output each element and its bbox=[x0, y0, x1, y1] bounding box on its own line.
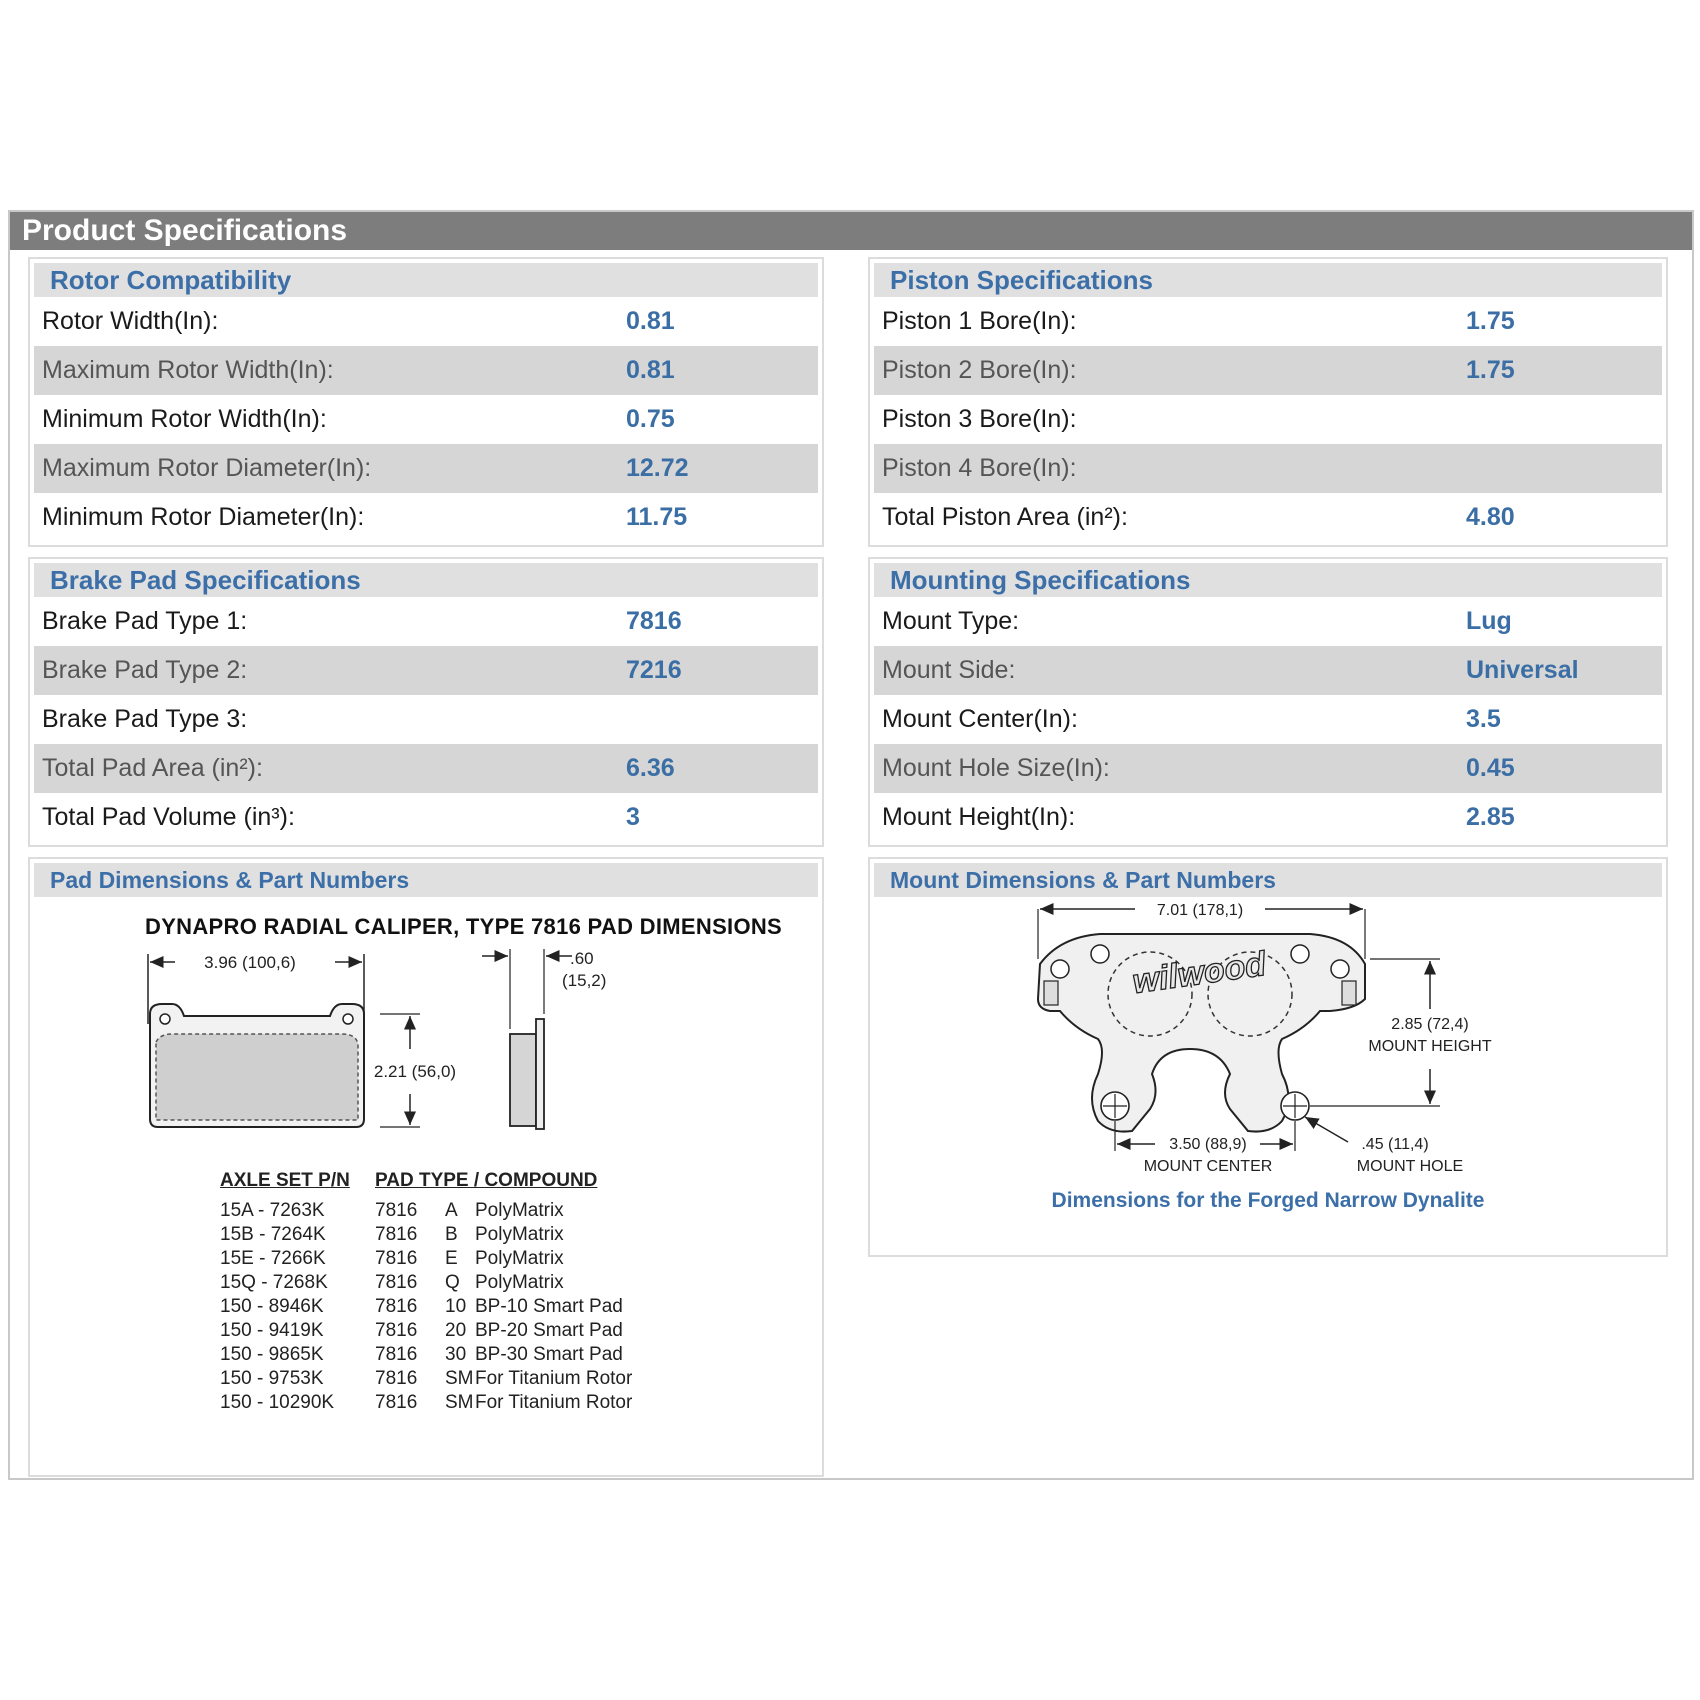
spec-row bbox=[34, 346, 818, 395]
spec-row bbox=[874, 493, 1662, 542]
axle-set: 15Q - 7268K bbox=[220, 1272, 328, 1293]
section-heading: Pad Dimensions & Part Numbers bbox=[34, 863, 818, 897]
mount-diagram-caption: Dimensions for the Forged Narrow Dynalite bbox=[1051, 1189, 1485, 1212]
spec-row bbox=[874, 597, 1662, 646]
pad-thickness-metric-label: (15,2) bbox=[562, 971, 607, 990]
pad-dimension-drawing bbox=[120, 944, 607, 1154]
spec-row bbox=[874, 346, 1662, 395]
pad-type: 7816 bbox=[375, 1296, 418, 1317]
mounting-specifications-section bbox=[868, 557, 1668, 847]
axle-set: 150 - 8946K bbox=[220, 1296, 324, 1317]
table-row bbox=[220, 1199, 650, 1223]
part-number-table bbox=[220, 1169, 650, 1415]
spec-value: 1.75 bbox=[1466, 307, 1515, 335]
spec-row bbox=[874, 297, 1662, 346]
spec-row bbox=[34, 297, 818, 346]
axle-set: 150 - 9419K bbox=[220, 1320, 324, 1341]
spec-label: Mount Type: bbox=[882, 607, 1020, 635]
table-row bbox=[220, 1319, 650, 1343]
axle-set: 150 - 9865K bbox=[220, 1344, 324, 1365]
spec-label: Piston 3 Bore(In): bbox=[882, 405, 1077, 433]
spec-label: Brake Pad Type 2: bbox=[42, 656, 248, 684]
spec-label: Mount Hole Size(In): bbox=[882, 754, 1110, 782]
spec-value: 0.75 bbox=[626, 405, 675, 433]
piston-specifications-section bbox=[868, 257, 1668, 547]
spec-label: Mount Side: bbox=[882, 656, 1016, 684]
spec-value: 7216 bbox=[626, 656, 682, 684]
section-heading: Piston Specifications bbox=[874, 263, 1662, 297]
spec-value: Lug bbox=[1466, 607, 1512, 635]
spec-value: 0.81 bbox=[626, 356, 675, 384]
mount-center-caption: MOUNT CENTER bbox=[1143, 1158, 1273, 1175]
pad-type: 7816 bbox=[375, 1248, 418, 1269]
spec-row bbox=[34, 597, 818, 646]
table-row bbox=[220, 1247, 650, 1271]
spec-row bbox=[874, 744, 1662, 793]
mount-hole-label: .45 (11,4) bbox=[1361, 1136, 1429, 1153]
spec-label: Maximum Rotor Diameter(In): bbox=[42, 454, 372, 482]
spec-label: Brake Pad Type 3: bbox=[42, 705, 248, 733]
spec-label: Mount Height(In): bbox=[882, 803, 1076, 831]
compound: BP-10 Smart Pad bbox=[475, 1296, 623, 1317]
compound-code: 20 bbox=[445, 1320, 467, 1341]
spec-label: Piston 1 Bore(In): bbox=[882, 307, 1077, 335]
column-header: AXLE SET P/N bbox=[220, 1170, 350, 1191]
pad-width-label: 3.96 (100,6) bbox=[204, 953, 296, 972]
spec-value: 7816 bbox=[626, 607, 682, 635]
table-row bbox=[220, 1295, 650, 1319]
pad-type: 7816 bbox=[375, 1344, 418, 1365]
mount-dimensions-section bbox=[868, 857, 1668, 1257]
spec-value: 12.72 bbox=[626, 454, 689, 482]
mount-hole-caption: MOUNT HOLE bbox=[1356, 1158, 1464, 1175]
pad-height-label: 2.21 (56,0) bbox=[373, 1062, 457, 1081]
compound: PolyMatrix bbox=[475, 1248, 564, 1269]
compound-code: 10 bbox=[445, 1296, 467, 1317]
spec-value: 1.75 bbox=[1466, 356, 1515, 384]
compound-code: B bbox=[445, 1224, 458, 1245]
brake-pad-specifications-section bbox=[28, 557, 824, 847]
pad-type: 7816 bbox=[375, 1272, 418, 1293]
section-heading: Mount Dimensions & Part Numbers bbox=[874, 863, 1662, 897]
panel-title: Product Specifications bbox=[10, 212, 1692, 250]
mount-height-label: 2.85 (72,4) bbox=[1391, 1016, 1469, 1033]
caliper-width-label: 7.01 (178,1) bbox=[1156, 902, 1244, 919]
pad-type: 7816 bbox=[375, 1368, 418, 1389]
spec-value: 6.36 bbox=[626, 754, 675, 782]
spec-label: Rotor Width(In): bbox=[42, 307, 219, 335]
compound: PolyMatrix bbox=[475, 1224, 564, 1245]
brand-logo: wilwood bbox=[1130, 944, 1269, 1002]
spec-row bbox=[874, 395, 1662, 444]
section-heading: Rotor Compatibility bbox=[34, 263, 818, 297]
spec-value: Universal bbox=[1466, 656, 1579, 684]
spec-row bbox=[34, 793, 818, 842]
spec-row bbox=[34, 395, 818, 444]
compound-code: SM bbox=[445, 1392, 474, 1413]
table-row bbox=[220, 1391, 650, 1415]
column-header: PAD TYPE / COMPOUND bbox=[375, 1170, 598, 1191]
compound-code: E bbox=[445, 1248, 458, 1269]
spec-row bbox=[874, 695, 1662, 744]
spec-label: Maximum Rotor Width(In): bbox=[42, 356, 334, 384]
spec-value: 3.5 bbox=[1466, 705, 1501, 733]
spec-row bbox=[34, 695, 818, 744]
spec-row bbox=[34, 646, 818, 695]
pad-type: 7816 bbox=[375, 1392, 418, 1413]
compound: PolyMatrix bbox=[475, 1272, 564, 1293]
spec-label: Mount Center(In): bbox=[882, 705, 1078, 733]
product-specifications-panel bbox=[8, 210, 1694, 1480]
pad-type: 7816 bbox=[375, 1320, 418, 1341]
compound: PolyMatrix bbox=[475, 1200, 564, 1221]
table-row bbox=[220, 1271, 650, 1295]
mount-center-label: 3.50 (88,9) bbox=[1169, 1136, 1247, 1153]
spec-label: Total Pad Volume (in³): bbox=[42, 803, 295, 831]
compound-code: SM bbox=[445, 1368, 474, 1389]
table-header-row bbox=[220, 1169, 650, 1199]
pad-dimensions-section bbox=[28, 857, 824, 1477]
pad-type: 7816 bbox=[375, 1200, 418, 1221]
spec-row bbox=[34, 744, 818, 793]
pad-thickness-label: .60 bbox=[570, 949, 594, 968]
compound-code: Q bbox=[445, 1272, 460, 1293]
axle-set: 15E - 7266K bbox=[220, 1248, 326, 1269]
spec-label: Brake Pad Type 1: bbox=[42, 607, 248, 635]
spec-row bbox=[874, 444, 1662, 493]
caliper-mount-drawing bbox=[1020, 899, 1500, 1189]
spec-value: 0.81 bbox=[626, 307, 675, 335]
pad-type: 7816 bbox=[375, 1224, 418, 1245]
compound: BP-20 Smart Pad bbox=[475, 1320, 623, 1341]
spec-row bbox=[34, 493, 818, 542]
section-heading: Mounting Specifications bbox=[874, 563, 1662, 597]
spec-value: 11.75 bbox=[626, 503, 688, 531]
compound: BP-30 Smart Pad bbox=[475, 1344, 623, 1365]
spec-row bbox=[34, 444, 818, 493]
spec-value: 4.80 bbox=[1466, 503, 1515, 531]
table-row bbox=[220, 1343, 650, 1367]
spec-label: Minimum Rotor Diameter(In): bbox=[42, 503, 365, 531]
axle-set: 150 - 10290K bbox=[220, 1392, 335, 1413]
table-row bbox=[220, 1223, 650, 1247]
axle-set: 150 - 9753K bbox=[220, 1368, 324, 1389]
axle-set: 15A - 7263K bbox=[220, 1200, 325, 1221]
spec-label: Minimum Rotor Width(In): bbox=[42, 405, 327, 433]
section-heading: Brake Pad Specifications bbox=[34, 563, 818, 597]
compound-code: A bbox=[445, 1200, 458, 1221]
spec-value: 3 bbox=[626, 803, 640, 831]
spec-label: Piston 4 Bore(In): bbox=[882, 454, 1077, 482]
table-row bbox=[220, 1367, 650, 1391]
pad-diagram-title: DYNAPRO RADIAL CALIPER, TYPE 7816 PAD DIMENSIONS bbox=[145, 914, 783, 939]
spec-label: Total Piston Area (in²): bbox=[882, 503, 1128, 531]
spec-row bbox=[874, 793, 1662, 842]
spec-label: Total Pad Area (in²): bbox=[42, 754, 263, 782]
mount-height-caption: MOUNT HEIGHT bbox=[1368, 1038, 1492, 1055]
spec-value: 2.85 bbox=[1466, 803, 1515, 831]
compound-code: 30 bbox=[445, 1344, 467, 1365]
spec-label: Piston 2 Bore(In): bbox=[882, 356, 1077, 384]
spec-row bbox=[874, 646, 1662, 695]
compound: For Titanium Rotor bbox=[475, 1368, 633, 1389]
compound: For Titanium Rotor bbox=[475, 1392, 633, 1413]
axle-set: 15B - 7264K bbox=[220, 1224, 326, 1245]
rotor-compatibility-section bbox=[28, 257, 824, 547]
spec-value: 0.45 bbox=[1466, 754, 1515, 782]
